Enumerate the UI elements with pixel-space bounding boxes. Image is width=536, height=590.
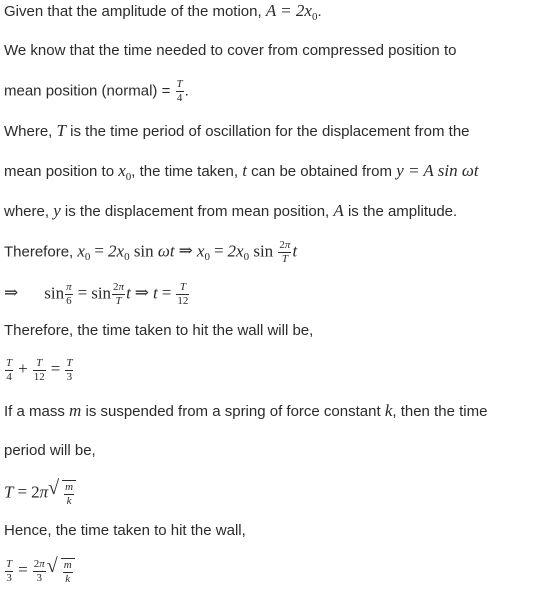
eq-T: T — [4, 482, 14, 502]
where-text: Where, — [4, 123, 57, 140]
amplitude-text: Given that the amplitude of the motion, — [4, 3, 266, 20]
text-line-time-period — [4, 121, 470, 142]
eq-implies-2: ⇒ — [134, 283, 150, 303]
fraction-m-over-k-final — [63, 560, 73, 585]
fraction-numerator: π — [66, 281, 72, 293]
text-line-mass — [4, 401, 487, 422]
eq-plus: + — [18, 359, 28, 379]
eq-sub-2: 0 — [124, 251, 130, 264]
eq-omega-t: ωt — [157, 241, 175, 261]
amplitude-word: is the amplitude. — [343, 203, 458, 220]
fraction-2pi-over-T — [278, 240, 291, 265]
fraction-numerator: T — [66, 357, 73, 369]
eq-sin-1: sin — [129, 241, 158, 261]
fraction-denominator: 3 — [6, 572, 12, 584]
fraction-numerator: m — [65, 481, 74, 493]
eq-equals-4: = — [161, 283, 172, 303]
fraction-denominator: 3 — [66, 371, 73, 383]
fraction-numerator: 2π — [33, 558, 45, 570]
eq-part-1: x — [77, 241, 85, 261]
text-line-hit-wall — [4, 321, 313, 341]
symbol-t: t — [242, 161, 247, 180]
eq-equals-3: = — [77, 283, 88, 303]
symbol-k: k — [384, 401, 393, 420]
amplitude-equation: A = 2x — [265, 1, 312, 20]
fraction-2pi-over-3 — [33, 559, 46, 584]
fraction-t-over-4 — [176, 79, 184, 104]
fraction-numerator: T — [176, 78, 183, 90]
symbol-m: m — [69, 401, 82, 420]
therefore-text: Therefore, — [4, 243, 78, 261]
mean-position-text: mean position (normal) = — [4, 82, 175, 100]
text-line-where-y — [4, 201, 457, 222]
eq-sub-1: 0 — [84, 251, 91, 264]
if-mass-text: If a mass — [4, 403, 70, 420]
eq-implies-start: ⇒ — [4, 283, 19, 303]
sqrt-content — [62, 480, 76, 507]
eq-equals-6: = — [17, 482, 28, 502]
symbol-A: A — [333, 201, 344, 220]
eq-t-2: t — [126, 283, 131, 303]
equation-line-period — [4, 477, 76, 507]
eq-sub-4: 0 — [243, 251, 250, 264]
sqrt-content — [61, 558, 75, 585]
sqrt-m-over-k-final — [46, 555, 75, 585]
where-y-text: where, — [4, 203, 54, 220]
eq-part-2: 2x — [108, 241, 125, 261]
hence-text: Hence, the time taken to hit the wall, — [4, 522, 246, 539]
eq-part-4: 2x — [227, 241, 244, 261]
fraction-pi-over-6 — [65, 282, 73, 307]
eq-t-3: t — [153, 283, 158, 303]
time-needed-text: We know that the time needed to cover from compressed position to — [4, 42, 457, 59]
equation-line-therefore — [4, 240, 297, 265]
amplitude-period: . — [317, 3, 322, 20]
text-line-period — [4, 441, 96, 461]
fraction-denominator: T — [115, 295, 122, 307]
eq-implies-1: ⇒ — [178, 241, 193, 261]
fraction-numerator: T — [6, 558, 13, 570]
text-line-hence — [4, 521, 246, 541]
obtained-from-text: can be obtained from — [246, 163, 397, 180]
fraction-numerator: T — [176, 282, 189, 295]
fraction-denominator: 4 — [6, 371, 12, 383]
eq-t: t — [292, 241, 298, 261]
mean-position-to-text: mean position to — [4, 163, 119, 180]
suspended-text: is suspended from a spring of force constant — [81, 403, 385, 420]
eq-sin-3: sin — [44, 283, 65, 303]
fraction-numerator: T — [33, 358, 46, 371]
fraction-T-over-4 — [5, 358, 13, 383]
text-line-mean-position — [4, 79, 189, 104]
fraction-denominator: 6 — [66, 295, 72, 307]
fraction-T-over-3 — [65, 358, 73, 383]
fraction-numerator: m — [63, 559, 72, 571]
eq-sin-4: sin — [91, 283, 112, 303]
text-line-amplitude — [4, 1, 322, 23]
eq-equals-1: = — [94, 241, 105, 261]
displacement-text: is the displacement from mean position, — [60, 203, 334, 220]
symbol-y: y — [53, 201, 61, 220]
equation-y: y = A sin ωt — [396, 161, 479, 180]
fraction-T-over-3-final — [5, 559, 13, 584]
radical-icon: √ — [46, 555, 58, 577]
eq-2pi: 2π — [31, 482, 49, 502]
fraction-denominator: 12 — [33, 371, 45, 383]
fraction-denominator: 4 — [176, 92, 183, 104]
fraction-denominator: k — [65, 573, 71, 585]
mean-position-period: . — [184, 82, 189, 100]
radical-icon: √ — [48, 477, 60, 499]
then-time-text: , then the time — [392, 403, 488, 420]
fraction-numerator: 2π — [113, 281, 125, 293]
fraction-m-over-k — [64, 482, 74, 507]
symbol-x-subscript: 0 — [125, 171, 132, 183]
hit-wall-text: Therefore, the time taken to hit the wall will be, — [4, 322, 314, 339]
fraction-T-over-12-b — [33, 358, 46, 383]
time-taken-text: , the time taken, — [131, 163, 243, 180]
sqrt-m-over-k — [48, 477, 76, 507]
fraction-numerator: 2π — [279, 239, 291, 251]
text-line-time-needed — [4, 41, 456, 61]
symbol-T: T — [56, 121, 66, 140]
eq-equals-5: = — [50, 359, 61, 379]
eq-sub-3: 0 — [204, 251, 210, 264]
eq-sin-2: sin — [249, 241, 278, 261]
fraction-numerator: T — [6, 357, 13, 369]
fraction-denominator: 3 — [36, 572, 42, 584]
fraction-T-over-12 — [176, 282, 189, 307]
eq-equals-2: = — [213, 241, 224, 261]
period-will-be-text: period will be, — [4, 442, 96, 459]
time-period-text: is the time period of oscillation for the displacement from the — [65, 123, 470, 140]
equation-line-sin — [4, 282, 190, 307]
equation-line-sum — [4, 358, 74, 383]
eq-part-3: x — [196, 241, 205, 261]
eq-equals-7: = — [18, 560, 28, 580]
fraction-denominator: T — [281, 253, 288, 265]
text-line-displacement — [4, 161, 479, 183]
fraction-denominator: k — [66, 495, 72, 507]
fraction-2pi-over-T-2 — [112, 282, 125, 307]
equation-line-final — [4, 555, 75, 585]
fraction-denominator: 12 — [177, 295, 189, 307]
amplitude-subscript: 0 — [311, 11, 318, 23]
symbol-x: x — [118, 161, 126, 180]
